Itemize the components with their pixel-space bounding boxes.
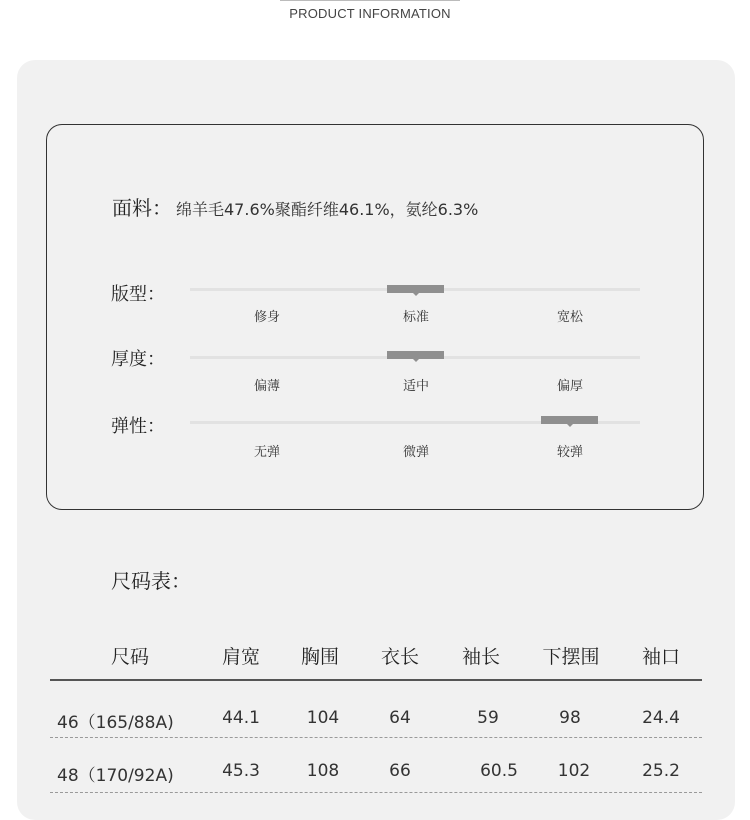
column-header-length: 衣长 (380, 646, 419, 668)
table-header-rule (50, 679, 702, 681)
table-row-divider (50, 792, 702, 793)
thickness-option-medium: 适中 (402, 379, 429, 394)
elasticity-selected-marker (541, 416, 598, 424)
fit-option-standard: 标准 (402, 310, 429, 325)
elasticity-label: 弹性： (111, 416, 165, 437)
table-row-divider (50, 737, 702, 738)
thickness-option-thick: 偏厚 (556, 379, 583, 394)
fabric-row (112, 192, 478, 221)
column-header-hem: 下摆围 (542, 646, 600, 668)
table-cell: 108 (306, 761, 340, 781)
size-chart-title: 尺码表： (111, 569, 191, 593)
header-top-rule (280, 0, 460, 1)
column-header-cuff: 袖口 (641, 646, 680, 668)
fabric-label: 面料： (112, 196, 172, 220)
table-cell: 64 (389, 708, 411, 728)
table-cell: 60.5 (480, 761, 518, 781)
table-cell: 104 (306, 708, 340, 728)
elasticity-option-high: 较弹 (556, 445, 583, 460)
thickness-label: 厚度： (111, 349, 165, 370)
fit-option-slim: 修身 (253, 310, 280, 325)
fabric-composition: 绵羊毛47.6%聚酯纤维46.1%，氨纶6.3% (176, 200, 479, 219)
table-cell: 45.3 (222, 761, 260, 781)
table-cell: 24.4 (642, 708, 680, 728)
table-cell-size: 46（165/88A) (57, 713, 174, 733)
elasticity-option-slight: 微弹 (402, 445, 429, 460)
table-cell: 44.1 (222, 708, 260, 728)
table-cell: 59 (477, 708, 499, 728)
table-cell: 66 (389, 761, 411, 781)
column-header-shoulder: 肩宽 (221, 646, 260, 668)
thickness-option-thin: 偏薄 (253, 379, 280, 394)
column-header-size: 尺码 (110, 646, 149, 668)
table-cell-size: 48（170/92A) (57, 766, 174, 786)
table-cell: 98 (559, 708, 581, 728)
fit-selected-marker (387, 285, 444, 293)
fit-label: 版型： (111, 284, 165, 305)
table-cell: 102 (557, 761, 591, 781)
elasticity-option-none: 无弹 (253, 445, 280, 460)
column-header-sleeve: 袖长 (461, 646, 500, 668)
column-header-chest: 胸围 (300, 646, 339, 668)
thickness-selected-marker (387, 351, 444, 359)
fit-option-loose: 宽松 (556, 310, 583, 325)
table-cell: 25.2 (642, 761, 680, 781)
section-header-title: PRODUCT INFORMATION (289, 6, 451, 21)
